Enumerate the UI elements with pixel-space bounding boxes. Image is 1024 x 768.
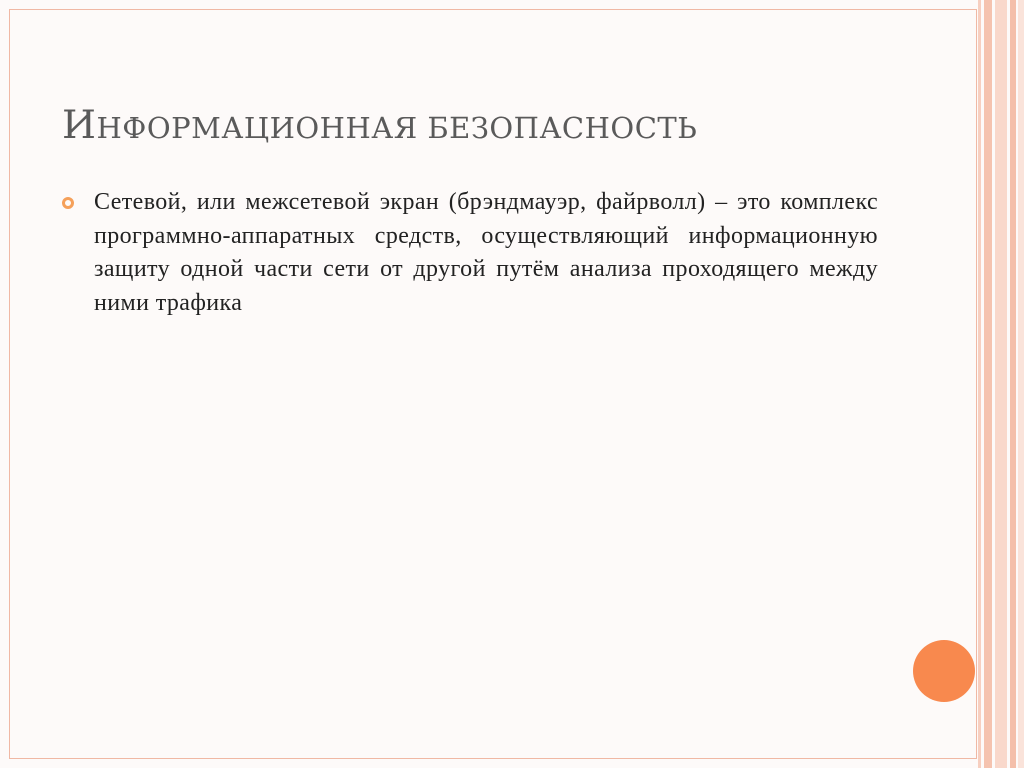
bullet-item [62,186,878,320]
decorative-stripe [995,0,1007,768]
title-first-letter: И [62,103,97,148]
decorative-stripe [1010,0,1016,768]
title-rest: НФОРМАЦИОННАЯ БЕЗОПАСНОСТЬ [96,111,698,145]
decorative-stripe [984,0,992,768]
bullet-list [62,186,878,320]
decorative-stripe [1018,0,1024,768]
slide-title [62,103,942,148]
bullet-text: Сетевой, или межсетевой экран (брэндмауэр, файрволл) – это комплекс программно-аппаратных средств, осуществляющий информационную защиту одной части сети от другой путём анализа проходящего между ними трафика [94,189,878,316]
accent-circle-icon [913,640,975,702]
circle-bullet-icon [62,197,74,209]
decorative-stripe [978,0,981,768]
